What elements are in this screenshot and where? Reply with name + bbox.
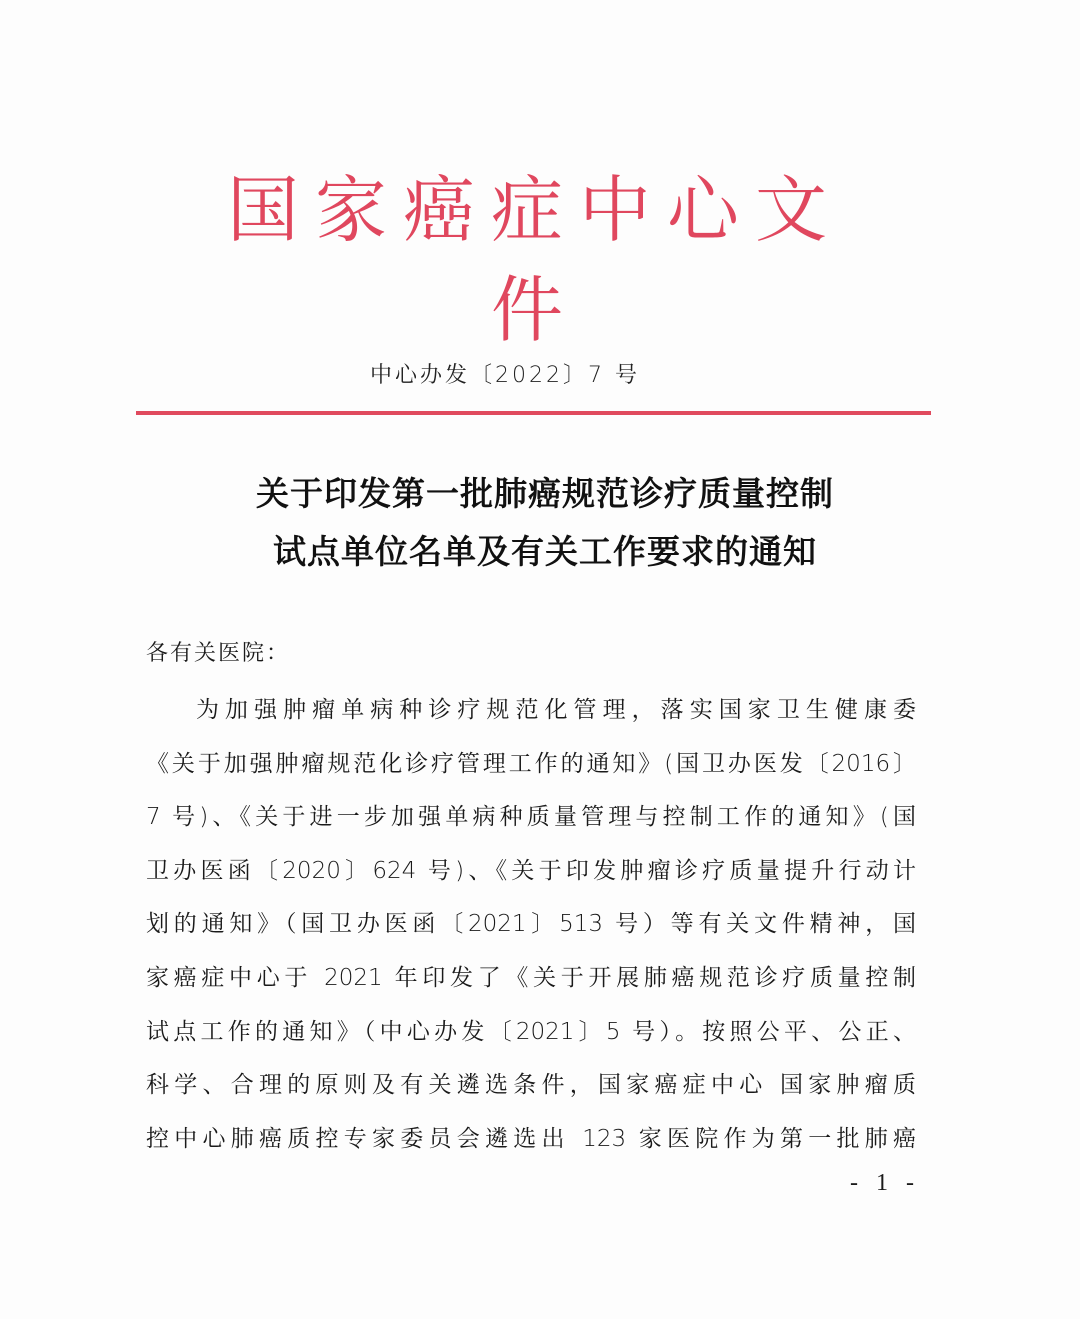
body-line: 7 号)、《关于进一步加强单病种质量管理与控制工作的通知》(国 xyxy=(146,804,916,831)
document-title xyxy=(150,465,940,581)
body-line: 家癌症中心于 2021 年印发了《关于开展肺癌规范诊疗质量控制 xyxy=(146,964,916,991)
body-line: 为加强肿瘤单病种诊疗规范化管理，落实国家卫生健康委 xyxy=(196,697,916,723)
body-line: 控中心肺癌质控专家委员会遴选出 123 家医院作为第一批肺癌 xyxy=(146,1125,916,1152)
page-number: - 1 - xyxy=(850,1170,920,1196)
salutation: 各有关医院： xyxy=(146,641,291,666)
body-line: 卫办医函〔2020〕624 号)、《关于印发肿瘤诊疗质量提升行动计 xyxy=(146,857,916,884)
body-text xyxy=(146,684,916,1166)
body-line: 科学、合理的原则及有关遴选条件，国家癌症中心 国家肿瘤质 xyxy=(146,1072,916,1099)
body-line: 划的通知》（国卫办医函〔2021〕513 号）等有关文件精神，国 xyxy=(146,911,916,938)
title-line-1: 关于印发第一批肺癌规范诊疗质量控制 xyxy=(256,474,834,513)
body-line: 《关于加强肿瘤规范化诊疗管理工作的通知》(国卫办医发〔2016〕 xyxy=(146,750,916,777)
title-line-2: 试点单位名单及有关工作要求的通知 xyxy=(273,532,817,571)
red-separator-line xyxy=(136,411,931,415)
document-number: 中心办发〔2022〕7 号 xyxy=(370,363,640,388)
body-line: 试点工作的通知》（中心办发〔2021〕5 号）。按照公平、公正、 xyxy=(146,1018,916,1045)
masthead-title: 国家癌症中心文件 xyxy=(226,168,843,352)
